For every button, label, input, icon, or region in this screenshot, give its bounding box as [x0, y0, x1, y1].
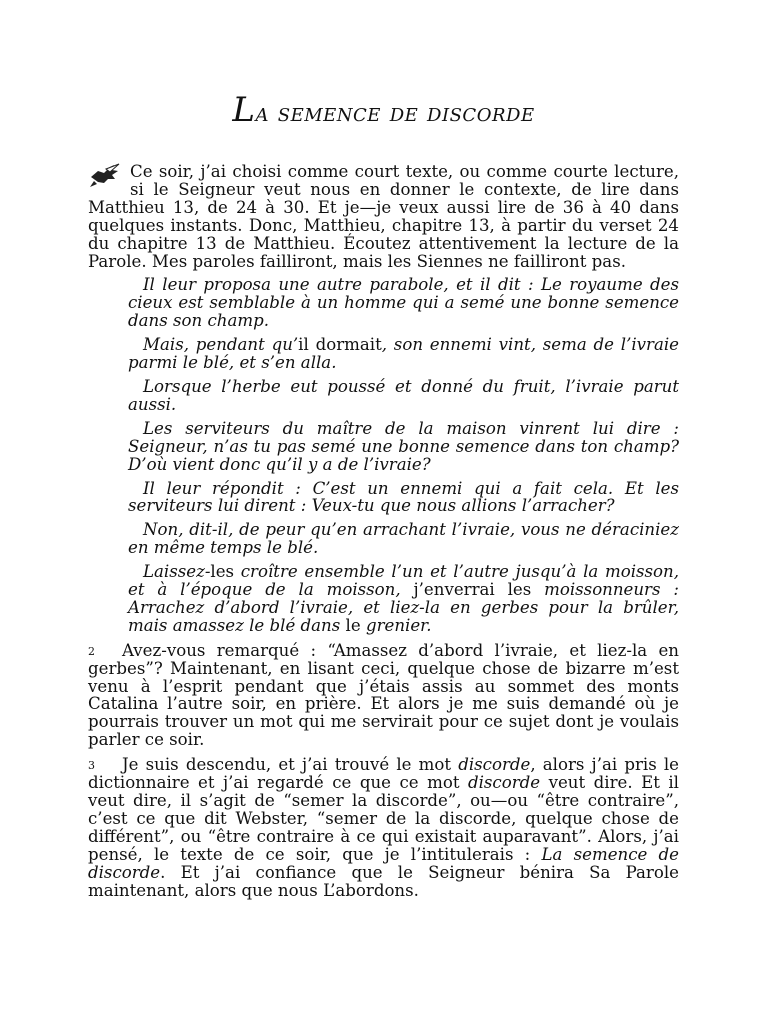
verse-24: Il leur proposa une autre parabole, et il dit : Le royaume des cieux est semblable à un homme qui a semé une bonne semence dans son champ.: [128, 275, 679, 331]
verse-29: Non, dit-il, de peur qu’en arrachant l’ivraie, vous ne déraciniez en même temps le blé.: [128, 520, 679, 558]
paragraph-number: 2: [88, 644, 95, 658]
page-title: [88, 0, 679, 136]
intro-paragraph: [88, 163, 679, 270]
hand-with-quill-icon: [88, 163, 124, 189]
verse-26: Lorsque l’herbe eut poussé et donné du fruit, l’ivraie parut aussi.: [128, 376, 679, 414]
title-rest: a semence de discorde: [255, 98, 535, 128]
title-initial: L: [232, 90, 256, 130]
verse-25: Mais, pendant qu’il dormait, son ennemi vint, sema de l’ivraie parmi le blé, et s’en alla.: [128, 335, 679, 373]
verse-27: Les serviteurs du maître de la maison vinrent lui dire : Seigneur, n’as tu pas semé une bonne semence dans ton champ? D’où vient donc qu’il y a de l’ivraie?: [128, 418, 679, 474]
verse-30: Laissez-les croître ensemble l’un et l’autre jusqu’à la moisson, et à l’époque de la moisson, j’enverrai les moissonneurs : Arrachez d’abord l’ivraie, et liez-la en gerbes pour la brûler, mais amassez le blé dans le grenier.: [128, 562, 679, 635]
intro-text: Ce soir, j’ai choisi comme court texte, ou comme courte lecture, si le Seigneur veut nous en donner le contexte, de lire dans Matthieu 13, de 24 à 30. Et je—je veux aussi lire de 36 à 40 dans quelques instants. Donc, Matthieu, chapitre 13, à partir du verset 24 du chapitre 13 de Matthieu. Écoutez attentivement la lecture de la Parole. Mes paroles failliront, mais les Siennes ne failliront pas.: [88, 162, 679, 271]
paragraph-number: 3: [88, 759, 95, 773]
verse-28: Il leur répondit : C’est un ennemi qui a fait cela. Et les serviteurs lui dirent : Veux-tu que nous allions l’arracher?: [128, 478, 679, 516]
paragraph-2: 2 Avez-vous remarqué : “Amassez d’abord l’ivraie, et liez-la en gerbes”? Maintenant, en lisant ceci, quelque chose de bizarre m’est venu à l’esprit pendant que j’étais assis au sommet des monts Catalina l’autre soir, en prière. Et alors je me suis demandé où je pourrais trouver un mot qui me servirait pour ce sujet dont je voulais parler ce soir.: [88, 640, 679, 750]
sermon-body: [88, 163, 679, 899]
paragraph-3: 3 Je suis descendu, et j’ai trouvé le mot discorde, alors j’ai pris le dictionnaire et j’ai regardé ce que ce mot discorde veut dire. Et il veut dire, il s’agit de “semer la discorde”, ou—ou “être contraire”, c’est ce que dit Webster, “semer de la discorde, quelque chose de différent”, ou “être contraire à ce qui existait auparavant”. Alors, j’ai pensé, le texte de ce soir, que je l’intitulerais : La semence de discorde. Et j’ai confiance que le Seigneur bénira Sa Parole maintenant, alors que nous L’abordons.: [88, 755, 680, 900]
